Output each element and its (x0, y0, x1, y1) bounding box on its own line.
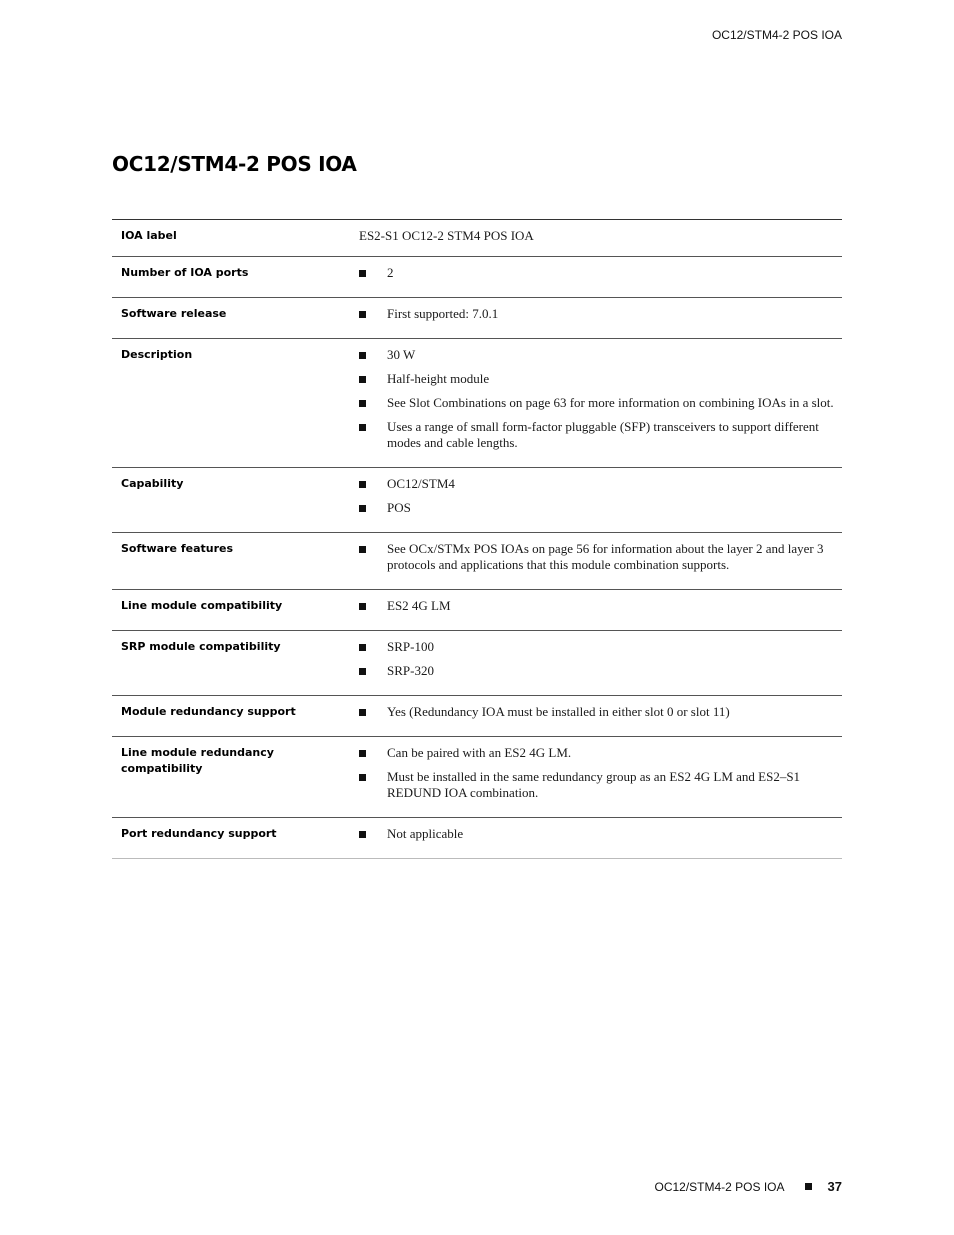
row-label: Software features (121, 542, 234, 555)
list-item (359, 598, 838, 614)
list-item (359, 745, 838, 761)
bullet-list (359, 639, 838, 679)
table-row (112, 220, 842, 257)
table-row (112, 468, 842, 533)
bullet-square-icon (359, 774, 366, 781)
page-title: OC12/STM4-2 POS IOA (112, 152, 357, 176)
row-value (351, 590, 842, 631)
list-item (359, 347, 838, 363)
bullet-list (359, 265, 838, 281)
bullet-square-icon (359, 505, 366, 512)
bullet-square-icon (359, 750, 366, 757)
row-label: SRP module compatibility (121, 640, 281, 653)
table-row (112, 737, 842, 818)
list-item-text: SRP-320 (387, 663, 434, 678)
list-item-text: Uses a range of small form-factor pluggable (SFP) transceivers to support different modes and cable lengths. (387, 419, 819, 450)
list-item (359, 639, 838, 655)
spec-table-body (112, 220, 842, 859)
bullet-list (359, 541, 838, 573)
list-item (359, 500, 838, 516)
bullet-square-icon (359, 709, 366, 716)
row-value (351, 257, 842, 298)
list-item-text: SRP-100 (387, 639, 434, 654)
footer-square-icon (805, 1183, 812, 1190)
list-item (359, 826, 838, 842)
list-item (359, 395, 838, 411)
list-item (359, 306, 838, 322)
bullet-list (359, 826, 838, 842)
row-value (351, 696, 842, 737)
list-item-text: See OCx/STMx POS IOAs on page 56 for information about the layer 2 and layer 3 protocols and applications that this module combination supports. (387, 541, 824, 572)
table-row (112, 533, 842, 590)
row-label: Port redundancy support (121, 827, 277, 840)
list-item (359, 371, 838, 387)
row-label: IOA label (121, 229, 177, 242)
bullet-square-icon (359, 424, 366, 431)
bullet-square-icon (359, 668, 366, 675)
row-value (351, 533, 842, 590)
list-item (359, 663, 838, 679)
row-label: Software release (121, 307, 227, 320)
list-item (359, 476, 838, 492)
list-item-text: Can be paired with an ES2 4G LM. (387, 745, 572, 760)
running-footer (654, 1179, 842, 1194)
bullet-list (359, 476, 838, 516)
bullet-list (359, 598, 838, 614)
row-value (351, 737, 842, 818)
running-header: OC12/STM4-2 POS IOA (711, 28, 842, 42)
bullet-list (359, 745, 838, 801)
spec-table (112, 219, 842, 859)
row-label: Capability (121, 477, 184, 490)
bullet-square-icon (359, 352, 366, 359)
list-item-text: POS (387, 500, 411, 515)
bullet-square-icon (359, 311, 366, 318)
bullet-square-icon (359, 546, 366, 553)
table-row (112, 257, 842, 298)
bullet-list (359, 704, 838, 720)
bullet-list (359, 306, 838, 322)
table-row (112, 818, 842, 859)
footer-title: OC12/STM4-2 POS IOA (654, 1179, 785, 1194)
row-label: Number of IOA ports (121, 266, 249, 279)
bullet-square-icon (359, 400, 366, 407)
list-item-text: Half-height module (387, 371, 490, 386)
table-row (112, 590, 842, 631)
table-row (112, 298, 842, 339)
bullet-square-icon (359, 376, 366, 383)
list-item (359, 541, 838, 573)
table-row (112, 631, 842, 696)
list-item-text: OC12/STM4 (387, 476, 455, 491)
bullet-square-icon (359, 481, 366, 488)
row-label: Line module redundancy compatibility (121, 746, 274, 775)
bullet-square-icon (359, 270, 366, 277)
row-label: Line module compatibility (121, 599, 283, 612)
row-value (351, 220, 842, 257)
row-value (351, 339, 842, 468)
row-label: Module redundancy support (121, 705, 296, 718)
list-item-text: 30 W (387, 347, 416, 362)
list-item (359, 265, 838, 281)
list-item-text: 2 (387, 265, 394, 280)
bullet-square-icon (359, 644, 366, 651)
row-value-text: ES2-S1 OC12-2 STM4 POS IOA (359, 228, 534, 243)
bullet-list (359, 347, 838, 451)
list-item-text: ES2 4G LM (387, 598, 451, 613)
list-item-text: Must be installed in the same redundancy group as an ES2 4G LM and ES2–S1 REDUND IOA combination. (387, 769, 801, 800)
row-value (351, 818, 842, 859)
list-item (359, 419, 838, 451)
list-item-text: First supported: 7.0.1 (387, 306, 499, 321)
list-item-text: Not applicable (387, 826, 464, 841)
list-item (359, 769, 838, 801)
bullet-square-icon (359, 603, 366, 610)
bullet-square-icon (359, 831, 366, 838)
table-row (112, 339, 842, 468)
row-label: Description (121, 348, 193, 361)
table-row (112, 696, 842, 737)
row-value (351, 468, 842, 533)
list-item-text: Yes (Redundancy IOA must be installed in either slot 0 or slot 11) (387, 704, 730, 719)
list-item (359, 704, 838, 720)
row-value (351, 298, 842, 339)
list-item-text: See Slot Combinations on page 63 for more information on combining IOAs in a slot. (387, 395, 834, 410)
row-value (351, 631, 842, 696)
page-number: 37 (827, 1179, 842, 1194)
